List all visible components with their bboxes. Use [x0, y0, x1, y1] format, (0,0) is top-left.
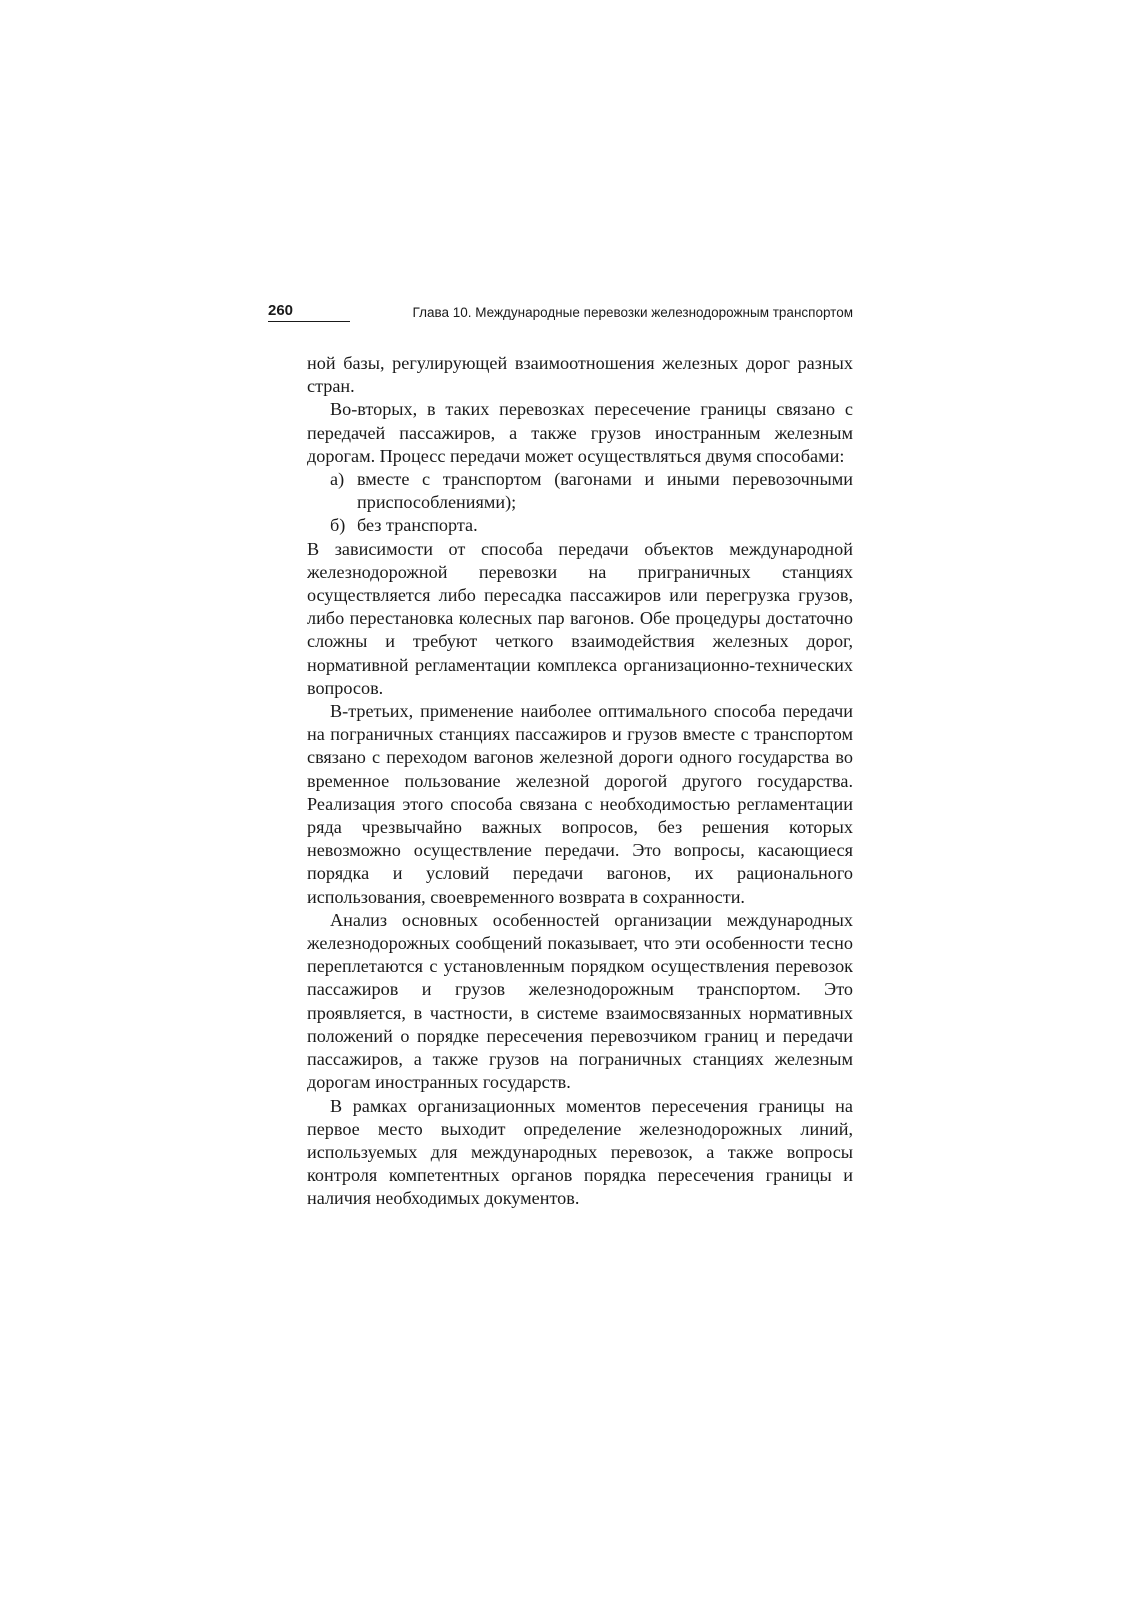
list-text-b: без транспорта. [357, 515, 478, 536]
paragraph-transfer-method: В зависимости от способа передачи объектов международной железнодорожной перевозки на приграничных станциях осуществляется либо пересадка пассажиров или перегрузка грузов, либо перестановка колесных пар вагонов. Обе процедуры достаточно сложны и требуют четкого взаимодействия железных дорог, нормативной регламентации комплекса организационно-технических вопросов. [307, 538, 853, 698]
paragraph-organizational: В рамках организационных моментов пересечения границы на первое место выходит определение железнодорожных линий, используемых для международных перевозок, а также вопросы контроля компетентных органов порядка пересечения границы и наличия необходимых документов. [307, 1095, 853, 1209]
list-item-a [307, 468, 853, 514]
paragraph-analysis: Анализ основных особенностей организации международных железнодорожных сообщений показывает, что эти особенности тесно переплетаются с установленным порядком осуществления перевозок пассажиров и грузов железнодорожным транспортом. Это проявляется, в частности, в системе взаимосвязанных нормативных положений о порядке пересечения перевозчиком границ и передачи пассажиров, а также грузов на пограничных станциях железным дорогам иностранных государств. [307, 909, 853, 1093]
running-head [268, 300, 853, 330]
body-text [307, 352, 853, 1211]
page-number: 260 [268, 302, 350, 322]
paragraph-thirdly: В-третьих, применение наиболее оптимального способа передачи на пограничных станциях пассажиров и грузов вместе с транспортом связано с переходом вагонов железной дороги одного государства во временное пользование железной дорогой другого государства. Реализация этого способа связана с необходимостью регламентации ряда чрезвычайно важных вопросов, без решения которых невозможно осуществление передачи. Это вопросы, касающиеся порядка и условий передачи вагонов, их рационального использования, своевременного возврата в сохранности. [307, 701, 853, 907]
list-item-b [307, 514, 853, 537]
chapter-title: Глава 10. Международные перевозки железнодорожным транспортом [412, 305, 853, 320]
paragraph-secondly: Во-вторых, в таких перевозках пересечение границы связано с передачей пассажиров, а также грузов иностранным железным дорогам. Процесс передачи может осуществляться двумя способами: [307, 399, 853, 466]
list-text-a: вместе с транспортом (вагонами и иными перевозочными приспособлениями); [357, 469, 853, 513]
paragraph-continuation: ной базы, регулирующей взаимоотношения железных дорог разных стран. [307, 353, 853, 397]
list-marker-b: б) [330, 515, 346, 536]
list-marker-a: а) [330, 469, 345, 490]
